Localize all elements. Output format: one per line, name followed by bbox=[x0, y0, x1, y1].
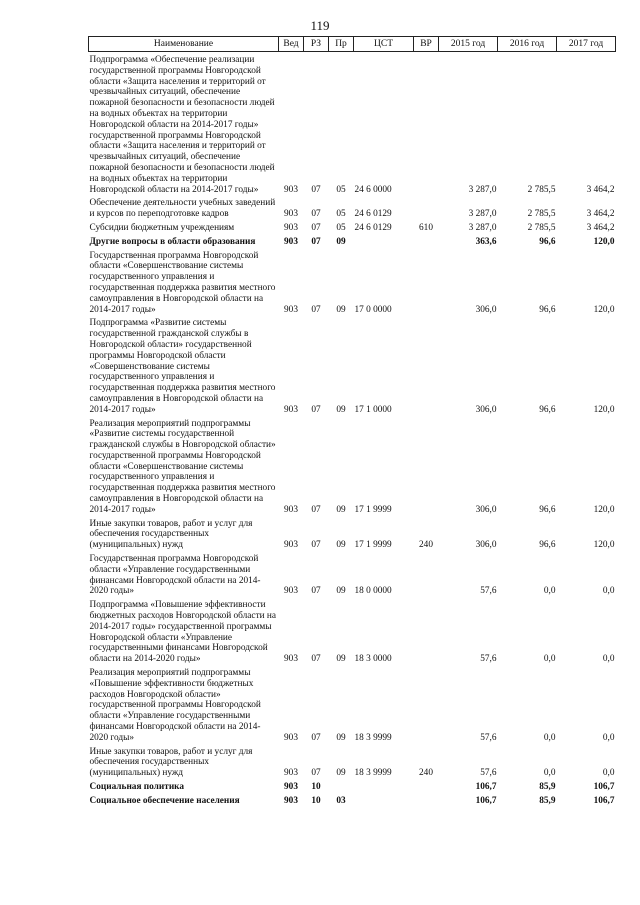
row-2015: 57,6 bbox=[480, 586, 497, 597]
row-rz: 07 bbox=[311, 236, 321, 247]
row-vr bbox=[414, 248, 439, 316]
row-2015: 363,6 bbox=[475, 236, 497, 247]
row-2015: 3 287,0 bbox=[468, 209, 497, 220]
row-2015: 3 287,0 bbox=[468, 222, 497, 233]
row-rz: 07 bbox=[311, 184, 321, 195]
row-ved: 903 bbox=[284, 236, 298, 247]
row-2017: 120,0 bbox=[593, 504, 615, 515]
row-2016: 85,9 bbox=[539, 782, 556, 792]
row-pr: 05 bbox=[336, 222, 346, 233]
table-row bbox=[89, 551, 616, 597]
row-2016: 0,0 bbox=[543, 586, 556, 597]
row-2016: 0,0 bbox=[543, 768, 556, 779]
row-name: Подпрограмма «Повышение эффективности бюджетных расходов Новгородской области на 2014-2017 годы» государственной программы Новгородской области «Управление государственными финансами Новгородской области на 2014-2020 годы» bbox=[89, 600, 277, 665]
table-row bbox=[89, 779, 616, 793]
row-cst: 18 3 0000 bbox=[354, 654, 392, 665]
row-2016: 2 785,5 bbox=[527, 222, 556, 233]
row-pr: 09 bbox=[336, 732, 346, 743]
row-2016: 96,6 bbox=[539, 504, 556, 515]
row-name: Реализация мероприятий подпрограммы «Развитие системы государственной гражданской службы в Новгородской области» государственной программы Новгородской области «Совершенствование системы государственного управления и государственная поддержка развития местного самоуправления в Новгородской области на 2014-2017 годы» bbox=[89, 418, 276, 515]
table-header-row bbox=[89, 37, 616, 52]
row-rz: 07 bbox=[311, 304, 321, 315]
row-rz: 07 bbox=[311, 540, 321, 551]
row-pr: 09 bbox=[336, 404, 346, 415]
row-2015: 306,0 bbox=[475, 540, 497, 551]
row-2016: 2 785,5 bbox=[527, 184, 556, 195]
header-rz: РЗ bbox=[304, 37, 329, 52]
row-name: Государственная программа Новгородской области «Управление государственными финансами Новгородской области на 2014-2020 годы» bbox=[89, 554, 261, 597]
table-row bbox=[89, 248, 616, 316]
row-cst: 17 0 0000 bbox=[354, 304, 392, 315]
row-name: Подпрограмма «Развитие системы государственной гражданской службы в Новгородской области» государственной программы Новгородской области «Совершенствование системы государственного управления и государственная поддержка развития местного самоуправления в Новгородской области на 2014-2017 годы» bbox=[89, 318, 276, 415]
table-row bbox=[89, 234, 616, 248]
row-name: Субсидии бюджетным учреждениям bbox=[89, 222, 235, 233]
row-name: Иные закупки товаров, работ и услуг для обеспечения государственных (муниципальных) нужд bbox=[89, 746, 253, 779]
table-row bbox=[89, 52, 616, 196]
row-2015: 57,6 bbox=[480, 768, 497, 779]
header-2017: 2017 год bbox=[557, 37, 616, 52]
header-ved: Вед bbox=[279, 37, 304, 52]
page-number: 119 bbox=[310, 18, 330, 33]
row-ved: 903 bbox=[284, 782, 298, 792]
row-rz: 07 bbox=[311, 504, 321, 515]
row-cst: 24 6 0129 bbox=[354, 222, 392, 233]
table-row bbox=[89, 416, 616, 516]
row-rz: 07 bbox=[311, 404, 321, 415]
row-rz: 07 bbox=[311, 768, 321, 779]
row-2017: 0,0 bbox=[602, 732, 615, 743]
row-2016: 0,0 bbox=[543, 654, 556, 665]
row-name: Государственная программа Новгородской области «Совершенствование системы государственного управления и государственная поддержка развития местного самоуправления в Новгородской области на 2014-2017 годы» bbox=[89, 250, 276, 315]
row-rz: 10 bbox=[311, 782, 321, 792]
row-2015: 57,6 bbox=[480, 654, 497, 665]
row-ved: 903 bbox=[284, 768, 298, 779]
row-vr bbox=[414, 234, 439, 248]
row-vr bbox=[414, 315, 439, 415]
row-pr: 09 bbox=[336, 540, 346, 551]
row-vr: 240 bbox=[419, 540, 433, 551]
table-row bbox=[89, 516, 616, 551]
table-row bbox=[89, 744, 616, 779]
row-name: Обеспечение деятельности учебных заведений и курсов по переподготовке кадров bbox=[89, 198, 276, 220]
row-pr: 09 bbox=[336, 768, 346, 779]
row-ved: 903 bbox=[284, 304, 298, 315]
row-2016: 96,6 bbox=[539, 236, 556, 247]
row-ved: 903 bbox=[284, 404, 298, 415]
row-pr: 05 bbox=[336, 209, 346, 220]
row-cst: 24 6 0129 bbox=[354, 209, 392, 220]
header-2016: 2016 год bbox=[498, 37, 557, 52]
row-cst: 17 1 0000 bbox=[354, 404, 392, 415]
header-name: Наименование bbox=[89, 37, 279, 52]
row-vr: 240 bbox=[419, 768, 433, 779]
row-pr: 09 bbox=[336, 654, 346, 665]
row-2017: 0,0 bbox=[602, 586, 615, 597]
row-name: Социальная политика bbox=[89, 782, 185, 792]
row-2015: 106,7 bbox=[475, 782, 497, 792]
row-name: Иные закупки товаров, работ и услуг для обеспечения государственных (муниципальных) нужд bbox=[89, 518, 253, 551]
row-rz: 10 bbox=[311, 795, 321, 806]
row-vr bbox=[414, 551, 439, 597]
row-cst: 18 0 0000 bbox=[354, 586, 392, 597]
row-2017: 120,0 bbox=[593, 540, 615, 551]
row-name: Социальное обеспечение населения bbox=[89, 795, 240, 806]
header-2015: 2015 год bbox=[439, 37, 498, 52]
row-2016: 0,0 bbox=[543, 732, 556, 743]
row-cst: 24 6 0000 bbox=[354, 184, 392, 195]
row-2017: 120,0 bbox=[593, 236, 615, 247]
row-pr: 09 bbox=[336, 504, 346, 515]
row-2016: 2 785,5 bbox=[527, 209, 556, 220]
header-pr: Пр bbox=[329, 37, 354, 52]
row-vr bbox=[414, 52, 439, 196]
row-2015: 306,0 bbox=[475, 504, 497, 515]
row-name: Подпрограмма «Обеспечение реализации государственной программы Новгородской области «Защита населения и территорий от чрезвычайных ситуаций, обеспечение пожарной безопасности и безопасности людей на водных объектах на территории Новгородской области на 2014-2017 годы» государственной программы Новгородской области «Защита населения и территорий от чрезвычайных ситуаций, обеспечение пожарной безопасности и безопасности людей на водных объектах на территории Новгородской области на 2014-2017 годы» bbox=[89, 55, 275, 195]
row-2017: 0,0 bbox=[602, 654, 615, 665]
header-vr: ВР bbox=[414, 37, 439, 52]
row-cst: 17 1 9999 bbox=[354, 540, 392, 551]
row-pr: 09 bbox=[336, 304, 346, 315]
row-vr bbox=[414, 665, 439, 744]
row-name: Другие вопросы в области образования bbox=[89, 236, 256, 247]
row-2015: 106,7 bbox=[475, 795, 497, 806]
row-2017: 3 464,2 bbox=[586, 222, 615, 233]
row-vr bbox=[414, 779, 439, 793]
row-ved: 903 bbox=[284, 222, 298, 233]
row-rz: 07 bbox=[311, 222, 321, 233]
table-body bbox=[89, 52, 616, 807]
row-2017: 120,0 bbox=[593, 304, 615, 315]
row-vr bbox=[414, 416, 439, 516]
table-row bbox=[89, 597, 616, 665]
row-vr: 610 bbox=[419, 222, 433, 233]
row-ved: 903 bbox=[284, 540, 298, 551]
row-pr: 03 bbox=[336, 795, 346, 806]
row-ved: 903 bbox=[284, 586, 298, 597]
row-pr: 05 bbox=[336, 184, 346, 195]
row-rz: 07 bbox=[311, 732, 321, 743]
row-2017: 0,0 bbox=[602, 768, 615, 779]
row-cst bbox=[354, 779, 414, 793]
row-rz: 07 bbox=[311, 209, 321, 220]
row-vr bbox=[414, 597, 439, 665]
header-cst: ЦСТ bbox=[354, 37, 414, 52]
row-pr: 09 bbox=[336, 236, 346, 247]
row-name: Реализация мероприятий подпрограммы «Повышение эффективности бюджетных расходов Новгородской области» государственной программы Новгородской области «Управление государственными финансами Новгородской области на 2014-2020 годы» bbox=[89, 668, 261, 743]
row-2017: 3 464,2 bbox=[586, 184, 615, 195]
row-2017: 3 464,2 bbox=[586, 209, 615, 220]
row-rz: 07 bbox=[311, 654, 321, 665]
row-ved: 903 bbox=[284, 654, 298, 665]
row-2015: 306,0 bbox=[475, 404, 497, 415]
table-row bbox=[89, 793, 616, 807]
row-2015: 57,6 bbox=[480, 732, 497, 743]
row-ved: 903 bbox=[284, 732, 298, 743]
row-2017: 106,7 bbox=[593, 795, 615, 806]
row-cst: 17 1 9999 bbox=[354, 504, 392, 515]
row-vr bbox=[414, 195, 439, 220]
table-row bbox=[89, 195, 616, 220]
table-row bbox=[89, 665, 616, 744]
row-cst bbox=[354, 234, 414, 248]
row-2016: 85,9 bbox=[539, 795, 556, 806]
row-cst: 18 3 9999 bbox=[354, 732, 392, 743]
row-ved: 903 bbox=[284, 184, 298, 195]
row-ved: 903 bbox=[284, 209, 298, 220]
row-vr bbox=[414, 793, 439, 807]
row-pr bbox=[329, 779, 354, 793]
table-row bbox=[89, 315, 616, 415]
row-2015: 306,0 bbox=[475, 304, 497, 315]
row-2016: 96,6 bbox=[539, 404, 556, 415]
row-cst: 18 3 9999 bbox=[354, 768, 392, 779]
row-2017: 106,7 bbox=[593, 782, 615, 792]
row-2016: 96,6 bbox=[539, 304, 556, 315]
row-2016: 96,6 bbox=[539, 540, 556, 551]
row-rz: 07 bbox=[311, 586, 321, 597]
budget-table bbox=[88, 36, 616, 807]
row-2015: 3 287,0 bbox=[468, 184, 497, 195]
row-cst bbox=[354, 793, 414, 807]
row-ved: 903 bbox=[284, 795, 298, 806]
table-row bbox=[89, 220, 616, 234]
row-pr: 09 bbox=[336, 586, 346, 597]
row-ved: 903 bbox=[284, 504, 298, 515]
row-2017: 120,0 bbox=[593, 404, 615, 415]
